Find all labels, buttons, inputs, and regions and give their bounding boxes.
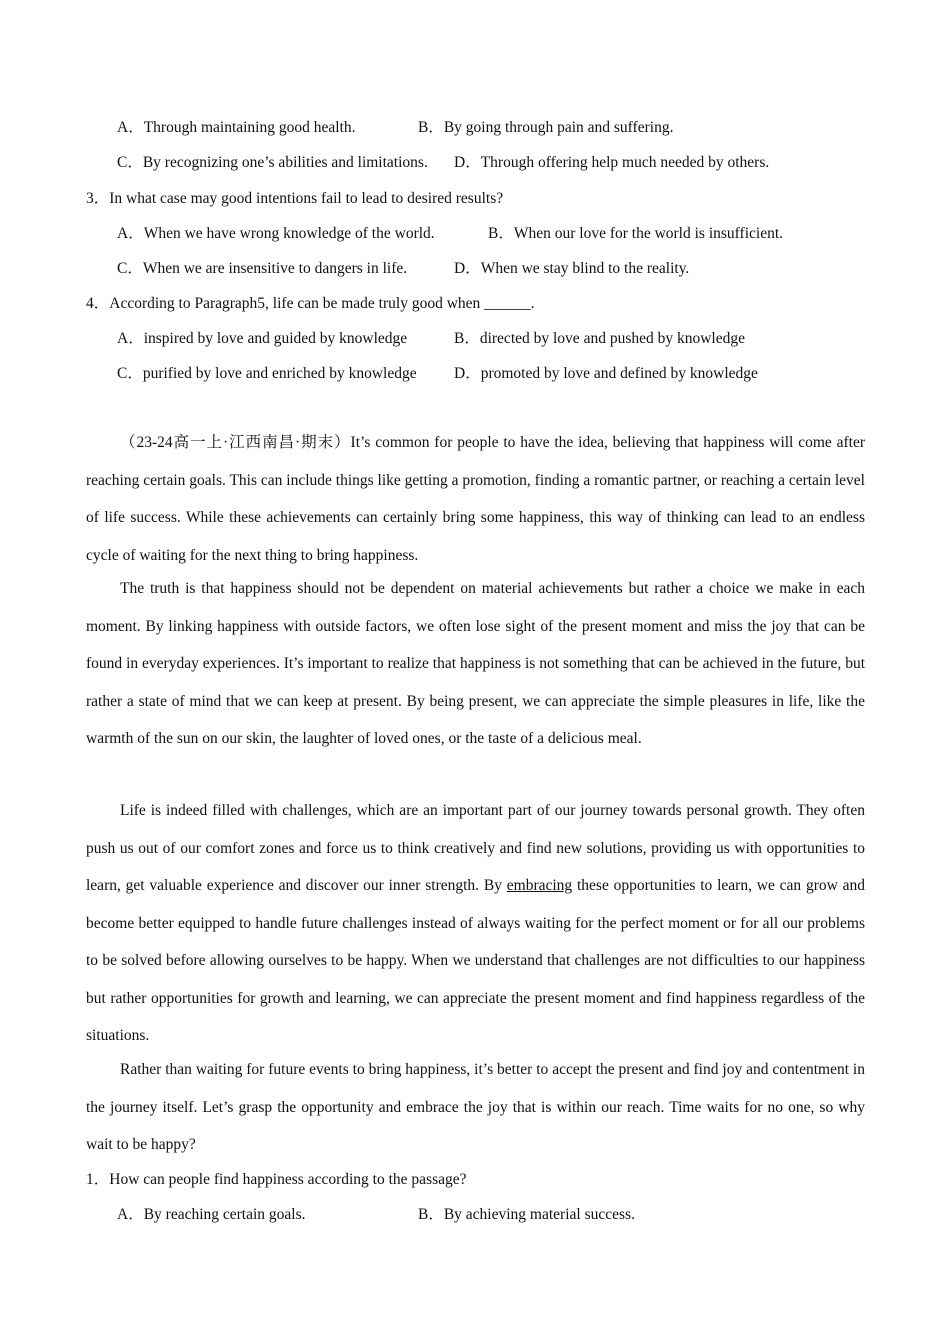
q4-stem: 4．According to Paragraph5, life can be made truly good when ______. (86, 295, 535, 312)
q2-option-a: A．Through maintaining good health. (117, 119, 356, 136)
q4-option-a: A．inspired by love and guided by knowledge (117, 330, 408, 347)
passage-paragraph-2: The truth is that happiness should not be dependent on material achievements but rather a choice we make in each moment. By linking happiness with outside factors, we often lose sight of the present moment and miss the joy that can be found in everyday experiences. It’s important to realize that happiness is not something that can be achieved in the future, but rather a state of mind that we can keep at present. By being present, we can appreciate the simple pleasures in life, like the warmth of the sun on our skin, the laughter of loved ones, or the taste of a delicious meal. (86, 580, 865, 747)
passage-source: （23-24高一上·江西南昌·期末） (120, 434, 351, 451)
q3-option-b: B．When our love for the world is insufficient. (488, 225, 784, 242)
paragraph-3-text-before: Life is indeed filled with challenges, which are an important part of our journey towards personal growth. They often push us out of our comfort zones and force us to think creatively and find new solutions, providing us with opportunities to learn, get valuable experience and discover our inner strength. By (86, 802, 865, 894)
q2-option-c: C．By recognizing one’s abilities and limitations. (117, 154, 428, 171)
q2-option-b: B．By going through pain and suffering. (418, 119, 674, 136)
passage-paragraph-3 (86, 792, 865, 1055)
q3-option-d: D．When we stay blind to the reality. (454, 260, 690, 277)
q1-option-b: B．By achieving material success. (418, 1206, 635, 1223)
passage-paragraph-4: Rather than waiting for future events to bring happiness, it’s better to accept the present and find joy and contentment in the journey itself. Let’s grasp the opportunity and embrace the joy that is within our reach. Time waits for no one, so why wait to be happy? (86, 1061, 865, 1153)
q4-option-b: B．directed by love and pushed by knowledge (454, 330, 745, 347)
passage-paragraph-1 (86, 424, 865, 574)
q1-option-a: A．By reaching certain goals. (117, 1206, 306, 1223)
paragraph-1-text: It’s common for people to have the idea, believing that happiness will come after reaching certain goals. This can include things like getting a promotion, finding a romantic partner, or reaching a certain level of life success. While these achievements can certainly bring some happiness, this way of thinking can lead to an endless cycle of waiting for the next thing to bring happiness. (86, 434, 865, 564)
q3-stem: 3．In what case may good intentions fail to lead to desired results? (86, 190, 504, 207)
q3-option-a: A．When we have wrong knowledge of the world. (117, 225, 435, 242)
q4-option-d: D．promoted by love and defined by knowledge (454, 365, 758, 382)
q1-stem: 1．How can people find happiness according to the passage? (86, 1171, 467, 1188)
underlined-word: embracing (506, 877, 573, 894)
q4-option-c: C．purified by love and enriched by knowledge (117, 365, 417, 382)
paragraph-3-text-after: these opportunities to learn, we can grow and become better equipped to handle future challenges instead of always waiting for the perfect moment or for all our problems to be solved before allowing ourselves to be happy. When we understand that challenges are not difficulties to our happiness but rather opportunities for growth and learning, we can appreciate the present moment and find happiness regardless of the situations. (86, 877, 865, 1044)
q2-option-d: D．Through offering help much needed by others. (454, 154, 770, 171)
q3-option-c: C．When we are insensitive to dangers in life. (117, 260, 408, 277)
